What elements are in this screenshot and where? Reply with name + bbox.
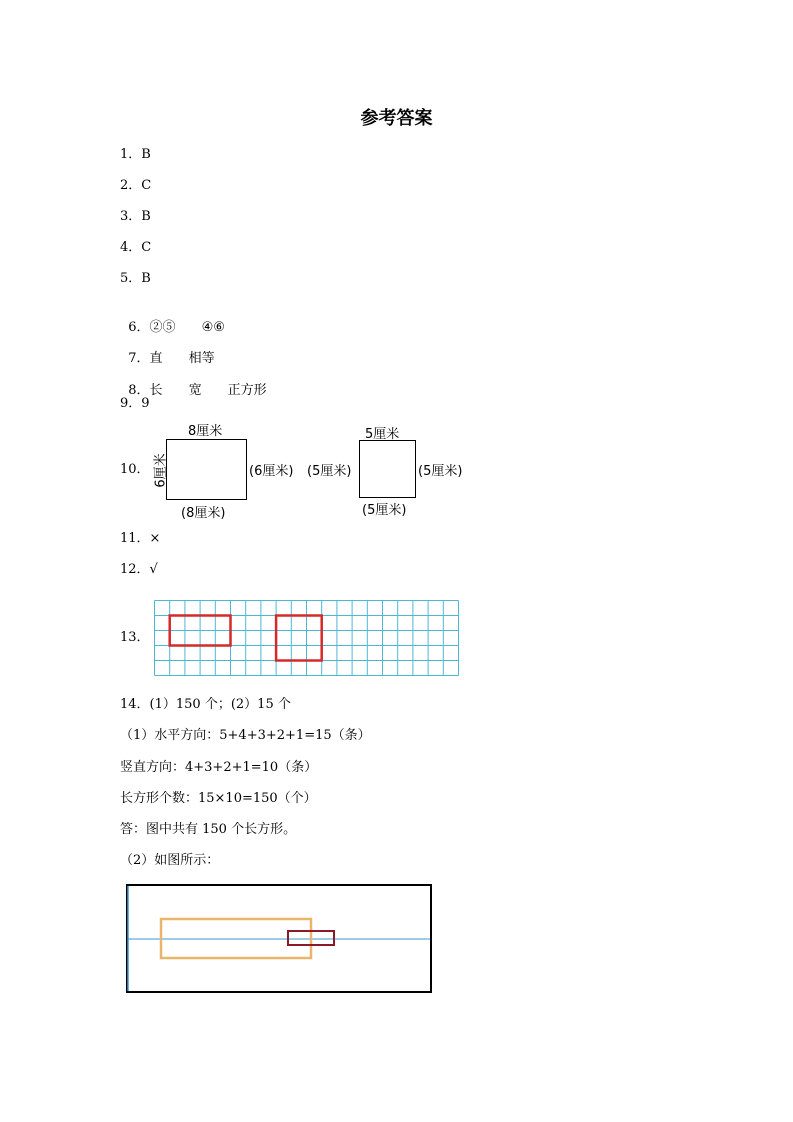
answer-13-number: 13．: [120, 630, 150, 645]
square-top-label: 5厘米: [365, 427, 400, 442]
answer-14-line-5: （2）如图所示：: [120, 853, 220, 868]
answer-14-line-3: 长方形个数：15×10=150（个）: [120, 791, 317, 806]
answer-2: 2．C: [120, 178, 152, 193]
answer-8-value-3: 正方形: [227, 383, 267, 398]
answer-6-value-2: ④⑥: [201, 320, 225, 335]
answer-10-rectangle: [166, 439, 247, 500]
square-left-label: (5厘米): [307, 464, 352, 479]
answer-14-line-1: （1）水平方向：5+4+3+2+1=15（条）: [120, 728, 371, 743]
page-title: 参考答案: [360, 108, 433, 129]
answer-12: 12．√: [120, 562, 158, 577]
answer-7-value-2: 相等: [188, 351, 215, 366]
answer-7-value-1: 直: [149, 351, 163, 366]
answer-7-number: 7．: [128, 351, 150, 366]
answer-5: 5．B: [120, 271, 151, 286]
answer-6-value-1: ②⑤: [149, 320, 176, 335]
rect-right-label: (6厘米): [249, 464, 294, 479]
answer-14-line-4: 答：图中共有 150 个长方形。: [120, 822, 297, 837]
answer-10-square: [359, 440, 416, 498]
red-square: [276, 616, 322, 661]
answer-13-grid: [154, 600, 460, 676]
answer-14-line-2: 竖直方向：4+3+2+1=10（条）: [120, 760, 318, 775]
answer-7: [120, 332, 215, 368]
answer-4: 4．C: [120, 240, 152, 255]
answer-3: 3．B: [120, 209, 151, 224]
answer-14-figure: [126, 884, 432, 994]
square-shape: [360, 441, 416, 498]
rectangle-shape: [167, 440, 247, 500]
rect-bottom-label: (8厘米): [181, 506, 226, 521]
answer-14-head: 14．(1）150 个；(2）15 个: [120, 697, 291, 712]
answer-1: 1．B: [120, 147, 151, 162]
answer-10-number: 10．: [120, 462, 150, 477]
rect-left-label: 6厘米: [153, 453, 169, 488]
answer-8-value-2: 宽: [188, 383, 202, 398]
square-bottom-label: (5厘米): [362, 503, 407, 518]
answer-6-number: 6．: [128, 320, 150, 335]
rect-top-label: 8厘米: [188, 424, 223, 439]
answer-8-value-1: 长: [149, 383, 163, 398]
answer-8-number: 8．: [128, 383, 150, 398]
answer-11: 11．×: [120, 531, 161, 546]
square-right-label: (5厘米): [418, 464, 463, 479]
answer-9: 9．9: [120, 396, 150, 411]
